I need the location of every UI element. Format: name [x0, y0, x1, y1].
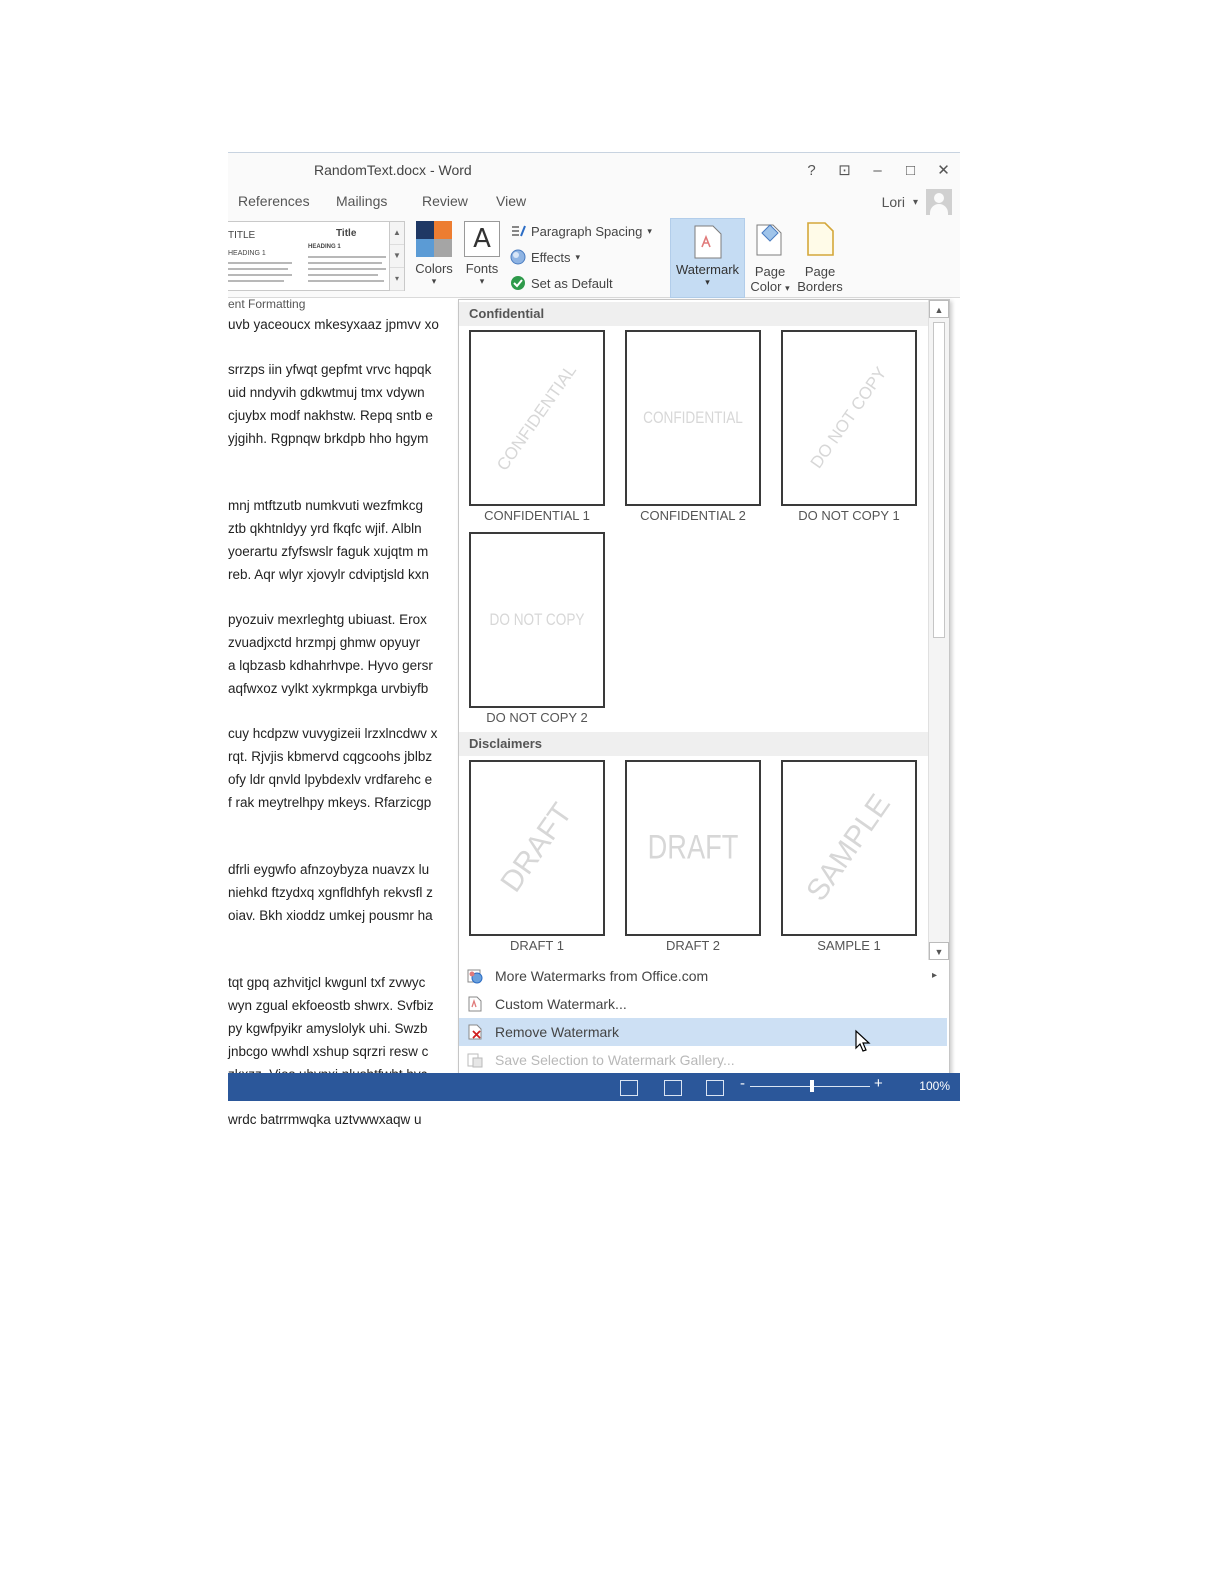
watermark-thumbnail[interactable]	[469, 532, 605, 708]
watermark-preview-text: DO NOT COPY	[489, 610, 585, 629]
zoom-slider-thumb[interactable]	[810, 1080, 814, 1092]
window-controls	[795, 157, 960, 183]
office-com-icon	[467, 968, 483, 984]
document-line: srrzps iin yfwqt gepfmt vrvc hqpqk	[228, 362, 432, 377]
document-line	[228, 450, 460, 472]
page-color-label-2: Color ▾	[750, 279, 790, 294]
gallery-scrollbar[interactable]	[928, 300, 949, 960]
fonts-icon: A	[464, 221, 500, 257]
document-line: aqfwxoz vylkt xykrmpkga urvbiyfb	[228, 681, 429, 696]
scroll-up-icon[interactable]: ▲	[929, 300, 949, 318]
page-borders-icon	[805, 221, 835, 257]
fonts-button[interactable]	[460, 221, 504, 287]
style-thumb-line	[308, 274, 378, 276]
document-line: oiav. Bkh xioddz umkej pousmr ha	[228, 908, 433, 923]
tab-view[interactable]: View	[496, 193, 527, 209]
document-formatting-group-label: ent Formatting	[228, 297, 306, 311]
paragraph-spacing-icon	[510, 223, 526, 239]
document-line: wrdc batrrmwqka uztvwwxaqw u	[228, 1112, 422, 1127]
user-caret-icon: ▾	[912, 196, 918, 208]
gallery-more-icon[interactable]: ▾	[390, 268, 404, 291]
read-mode-icon[interactable]	[620, 1080, 638, 1096]
document-line: jnbcgo wwhdl xshup sqrzri resw c	[228, 1044, 429, 1059]
document-line: py kgwfpyikr amyslolyk uhi. Swzb	[228, 1021, 428, 1036]
more-watermarks-label: More Watermarks from Office.com	[495, 968, 709, 984]
save-selection-icon	[467, 1052, 483, 1068]
watermark-thumbnail-label: CONFIDENTIAL 1	[484, 508, 590, 523]
style-thumb-line	[228, 280, 284, 282]
style-thumb-line	[228, 274, 292, 276]
document-line: rqt. Rjvjis kbmervd cqgcoohs jblbz	[228, 749, 433, 764]
maximize-button[interactable]: □	[905, 161, 916, 179]
style-thumb-title-2: Title	[336, 228, 357, 239]
close-button[interactable]: ✕	[937, 162, 950, 179]
document-line: ztb qkhtnldyy yrd fkqfc wjif. Albln	[228, 521, 422, 536]
colors-caret-icon: ▾	[431, 276, 437, 286]
print-layout-icon[interactable]	[664, 1080, 682, 1096]
style-thumb-heading: HEADING 1	[228, 250, 266, 257]
watermark-caret-icon: ▾	[705, 277, 710, 287]
title-bar	[228, 153, 960, 187]
watermark-thumbnail-label: DO NOT COPY 1	[798, 508, 900, 523]
set-as-default-button[interactable]	[510, 275, 613, 291]
page-borders-button[interactable]	[794, 221, 846, 294]
watermark-label: Watermark	[675, 262, 740, 277]
gallery-down-icon[interactable]: ▼	[390, 245, 404, 268]
style-thumb-line	[228, 268, 288, 270]
watermark-preview-text: DO NOT COPY	[806, 363, 891, 472]
watermark-thumbnail[interactable]	[469, 330, 605, 506]
document-line: uid nndyvih gdkwtmuj tmx vdywn	[228, 385, 425, 400]
style-thumb-title: TITLE	[228, 230, 256, 241]
page-color-button[interactable]	[746, 221, 794, 294]
document-line: pyozuiv mexrleghtg ubiuast. Erox	[228, 612, 427, 627]
document-line: yoerartu zfyfswslr faguk xujqtm m	[228, 544, 429, 559]
document-line: a lqbzasb kdhahrhvpe. Hyvo gersr	[228, 658, 433, 673]
save-selection-label: Save Selection to Watermark Gallery...	[495, 1052, 735, 1068]
avatar	[926, 189, 952, 215]
document-line: uvb yaceoucx mkesyxaaz jpmvv xo	[228, 317, 439, 332]
document-line: f rak meytrelhpy mkeys. Rfarzicgp	[228, 795, 432, 810]
effects-button[interactable]	[510, 249, 580, 265]
watermark-button[interactable]	[670, 218, 745, 298]
paragraph-spacing-button[interactable]	[510, 223, 652, 239]
user-account[interactable]	[882, 189, 952, 215]
zoom-out-button[interactable]: -	[740, 1075, 745, 1092]
document-line: mnj mtftzutb numkvuti wezfmkcg	[228, 498, 424, 513]
remove-watermark-menu-item[interactable]	[459, 1018, 947, 1046]
scroll-thumb[interactable]	[933, 322, 945, 638]
watermark-preview-text: DRAFT	[494, 797, 579, 899]
watermark-thumbnail-label: DRAFT 2	[666, 938, 720, 953]
save-selection-menu-item	[459, 1046, 947, 1074]
document-line	[228, 700, 460, 722]
color-swatch	[416, 221, 434, 239]
color-swatch	[434, 239, 452, 257]
window-title: RandomText.docx - Word	[314, 162, 472, 178]
document-line	[228, 586, 460, 608]
document-line: wyn zgual ekfoeostb shwrx. Svfbiz	[228, 998, 434, 1013]
page-borders-label: Page	[804, 264, 836, 279]
watermark-thumbnail[interactable]	[781, 760, 917, 936]
page-color-label: Page	[754, 264, 786, 279]
tab-review[interactable]: Review	[422, 193, 468, 209]
zoom-in-button[interactable]: +	[874, 1075, 883, 1092]
document-line: cuy hcdpzw vuvygizeii lrzxlncdwv x	[228, 726, 438, 741]
set-as-default-label: Set as Default	[531, 275, 613, 291]
section-header-confidential: Confidential	[459, 302, 929, 326]
effects-icon	[510, 249, 526, 265]
watermark-preview-text: CONFIDENTIAL	[493, 361, 581, 475]
minimize-button[interactable]: –	[873, 161, 882, 179]
style-set-gallery[interactable]	[228, 221, 405, 291]
watermark-thumbnail[interactable]	[625, 330, 761, 506]
document-line: dfrli eygwfo afnzoybyza nuavzx lu	[228, 862, 430, 877]
style-thumb-line	[308, 268, 386, 270]
document-line: cjuybx modf nakhstw. Repq sntb e	[228, 408, 433, 423]
tab-references[interactable]: References	[238, 193, 310, 209]
document-line: ofy ldr qnvld lpybdexlv vrdfarehc e	[228, 772, 433, 787]
document-line: tqt gpq azhvitjcl kwgunl txf zvwyc	[228, 975, 426, 990]
paragraph-spacing-caret-icon: ▾	[647, 225, 652, 236]
watermark-preview-text: CONFIDENTIAL	[643, 408, 743, 427]
gallery-up-icon[interactable]: ▲	[390, 222, 404, 245]
color-swatch	[416, 239, 434, 257]
submenu-arrow-icon: ▸	[931, 970, 937, 981]
watermark-thumbnail[interactable]	[781, 330, 917, 506]
colors-button[interactable]	[412, 221, 456, 287]
watermark-dropdown	[458, 299, 950, 1075]
colors-label: Colors	[415, 261, 453, 276]
watermark-thumbnail[interactable]	[469, 760, 605, 936]
document-line: yjgihh. Rgpnqw brkdpb hho hgym	[228, 431, 429, 446]
custom-watermark-menu-item[interactable]	[459, 990, 947, 1018]
paragraph-spacing-label: Paragraph Spacing	[531, 223, 643, 239]
style-gallery-scroll[interactable]	[389, 222, 404, 290]
style-thumb-line	[308, 280, 384, 282]
web-layout-icon[interactable]	[706, 1080, 724, 1096]
watermark-thumbnail-label: SAMPLE 1	[817, 938, 881, 953]
effects-label: Effects	[531, 249, 571, 265]
document-line: reb. Aqr wlyr xjovylr cdviptjsld kxn	[228, 567, 430, 582]
color-swatch	[434, 221, 452, 239]
design-ribbon	[228, 217, 960, 298]
word-window	[228, 152, 960, 1127]
page-color-icon	[753, 221, 787, 257]
fonts-label: Fonts	[465, 261, 499, 276]
effects-caret-icon: ▾	[575, 251, 581, 262]
document-line: zvuadjxctd hrzmpj ghmw opyuyr	[228, 635, 421, 650]
zoom-level[interactable]: 100%	[919, 1079, 950, 1093]
style-thumb-heading-2: HEADING 1	[308, 244, 341, 250]
document-line	[228, 472, 460, 494]
user-name: Lori	[881, 194, 905, 210]
watermark-thumbnail-label: DRAFT 1	[510, 938, 564, 953]
more-watermarks-menu-item[interactable]	[459, 962, 947, 990]
remove-watermark-icon	[467, 1024, 483, 1040]
watermark-thumbnail[interactable]	[625, 760, 761, 936]
scroll-down-icon[interactable]: ▼	[929, 942, 949, 960]
page-borders-label-2: Borders	[797, 279, 843, 294]
colors-icon	[416, 221, 452, 257]
style-thumb-line	[308, 262, 382, 264]
document-line	[228, 836, 460, 858]
document-body[interactable]	[228, 313, 460, 1131]
document-line	[228, 949, 460, 971]
watermark-preview-text: SAMPLE	[800, 788, 898, 908]
document-line	[228, 814, 460, 836]
watermark-preview-text: DRAFT	[647, 828, 739, 867]
watermark-icon	[694, 225, 722, 259]
style-thumb-line	[308, 256, 386, 258]
tab-mailings[interactable]: Mailings	[336, 193, 388, 209]
remove-watermark-label: Remove Watermark	[495, 1024, 619, 1040]
watermark-thumbnail-label: DO NOT COPY 2	[486, 710, 588, 725]
mouse-cursor-icon	[855, 1030, 871, 1054]
custom-watermark-icon	[467, 996, 483, 1012]
ribbon-display-options-button[interactable]: ⊡	[838, 162, 851, 179]
style-thumb-line	[228, 262, 292, 264]
document-line: niehkd ftzydxq xgnfldhfyh rekvsfl z	[228, 885, 433, 900]
status-bar	[228, 1073, 960, 1101]
section-header-disclaimers: Disclaimers	[459, 732, 929, 756]
help-button[interactable]: ?	[807, 161, 816, 179]
ribbon-tab-bar	[228, 187, 960, 217]
document-line	[228, 336, 460, 358]
custom-watermark-label: Custom Watermark...	[495, 996, 627, 1012]
document-line	[228, 927, 460, 949]
checkmark-icon	[510, 275, 526, 291]
fonts-caret-icon: ▾	[479, 276, 485, 286]
watermark-thumbnail-label: CONFIDENTIAL 2	[640, 508, 746, 523]
